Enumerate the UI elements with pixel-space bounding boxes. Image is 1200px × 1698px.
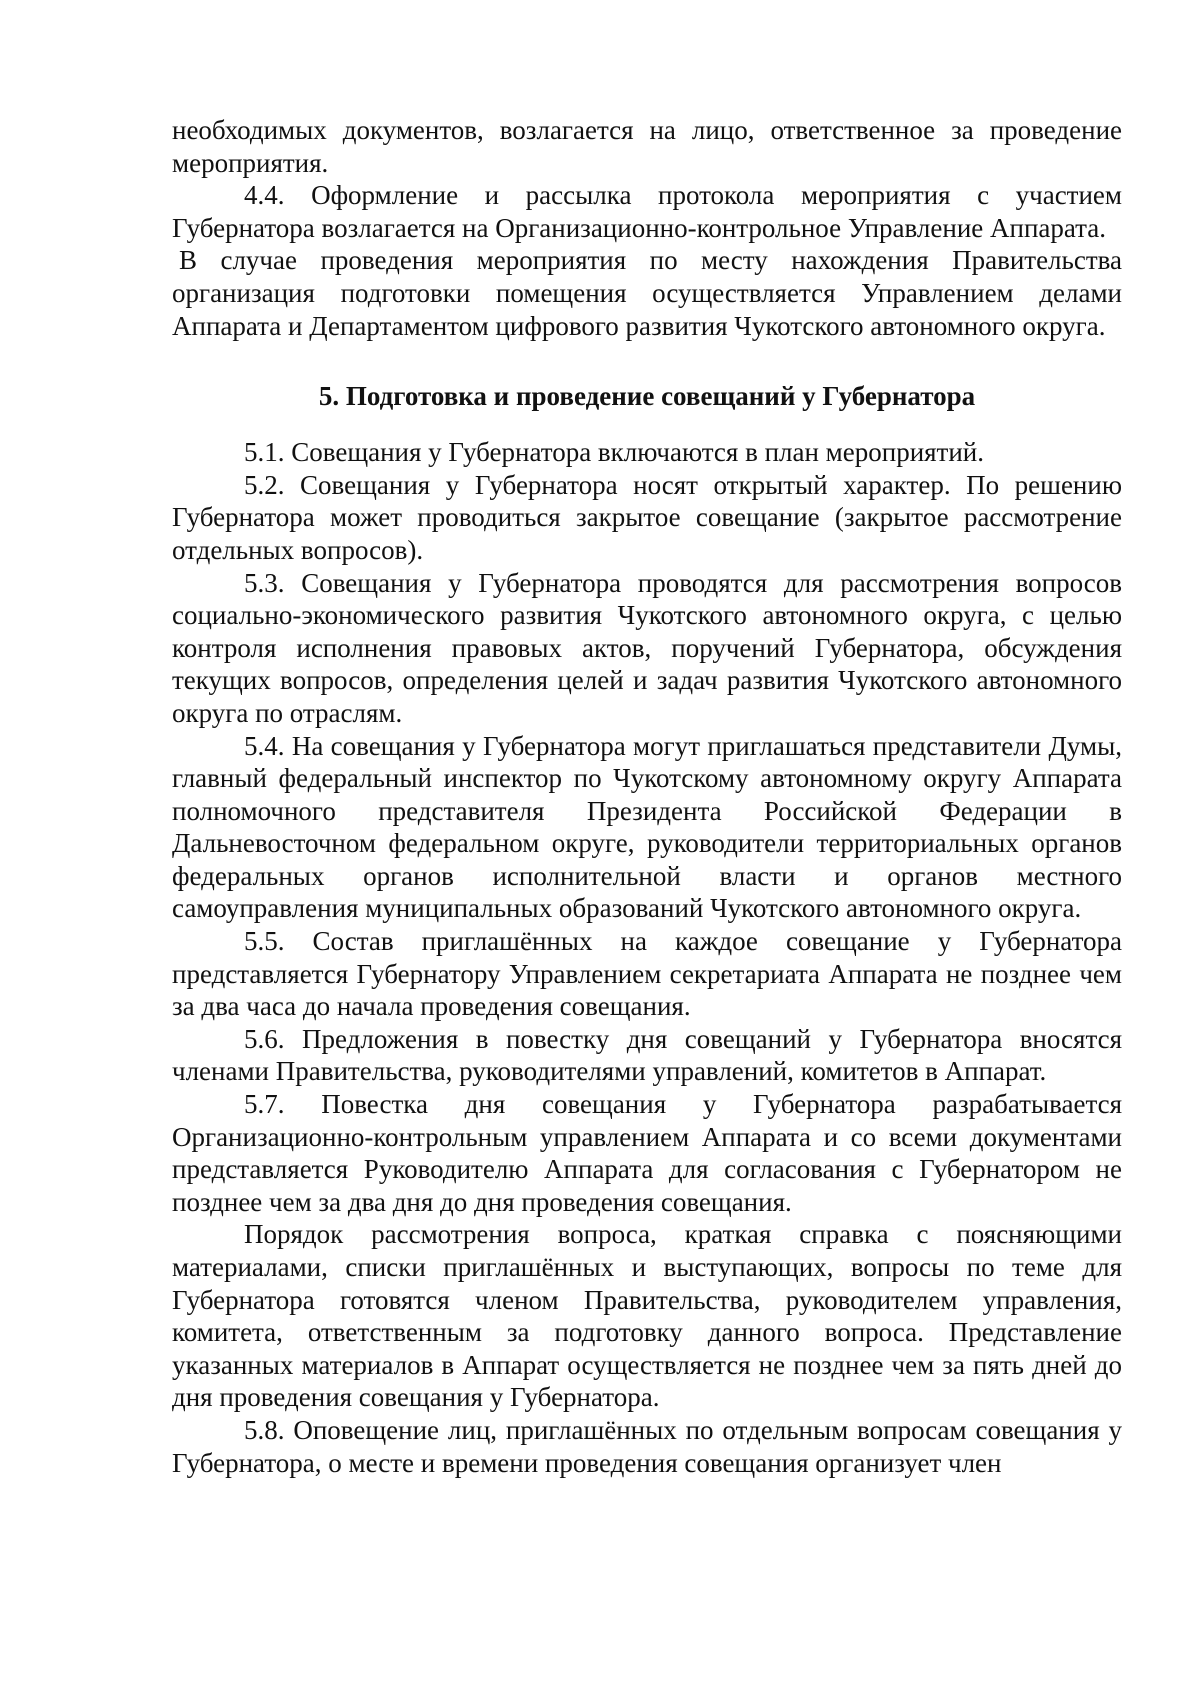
paragraph-5-2: 5.2. Совещания у Губернатора носят открытый характер. По решению Губернатора может проводиться закрытое совещание (закрытое рассмотрение отдельных вопросов). (172, 469, 1122, 565)
paragraph-procedure: Порядок рассмотрения вопроса, краткая справка с поясняющими материалами, списки приглашённых и выступающих, вопросы по теме для Губернатора готовятся членом Правительства, руководителем управления, комитета, ответственным за подготовку данного вопроса. Представление указанных материалов в Аппарат осуществляется не позднее чем за пять дней до дня проведения совещания у Губернатора. (172, 1219, 1122, 1413)
paragraph-5-7: 5.7. Повестка дня совещания у Губернатора разрабатывается Организационно-контрольным управлением Аппарата и со всеми документами представляется Руководителю Аппарата для согласования с Губернатором не позднее чем за два дня до дня проведения совещания. (172, 1089, 1122, 1217)
paragraph-5-8: 5.8. Оповещение лиц, приглашённых по отдельным вопросам совещания у Губернатора, о месте и времени проведения совещания организует член (172, 1414, 1122, 1478)
paragraph-5-4: 5.4. На совещания у Губернатора могут приглашаться представители Думы, главный федеральный инспектор по Чукотскому автономному округу Аппарата полномочного представителя Президента Российской Федерации в Дальневосточном федеральном округе, руководители территориальных органов федеральных органов исполнительной власти и органов местного самоуправления муниципальных образований Чукотского автономного округа. (172, 730, 1122, 924)
paragraph-5-3: 5.3. Совещания у Губернатора проводятся для рассмотрения вопросов социально-экономического развития Чукотского автономного округа, с целью контроля исполнения правовых актов, поручений Губернатора, обсуждения текущих вопросов, определения целей и задач развития Чукотского автономного округа по отраслям. (172, 567, 1122, 728)
paragraph-premises: В случае проведения мероприятия по месту нахождения Правительства организация подготовки помещения осуществляется Управлением делами Аппарата и Департаментом цифрового развития Чукотского автономного округа. (172, 245, 1122, 341)
paragraph-5-5: 5.5. Состав приглашённых на каждое совещание у Губернатора представляется Губернатору Управлением секретариата Аппарата не позднее чем за два часа до начала проведения совещания. (172, 926, 1122, 1022)
paragraph-5-6: 5.6. Предложения в повестку дня совещаний у Губернатора вносятся членами Правительства, руководителями управлений, комитетов в Аппарат. (172, 1023, 1122, 1087)
paragraph-continuation: необходимых документов, возлагается на лицо, ответственное за проведение мероприятия. (172, 115, 1122, 178)
paragraph-5-1: 5.1. Совещания у Губернатора включаются в план мероприятий. (244, 437, 985, 468)
section-heading: 5. Подготовка и проведение совещаний у Губернатора (318, 381, 976, 412)
paragraph-4-4: 4.4. Оформление и рассылка протокола мероприятия с участием Губернатора возлагается на Организационно-контрольное Управление Аппарата. (172, 180, 1122, 243)
document-page (172, 114, 1122, 1479)
